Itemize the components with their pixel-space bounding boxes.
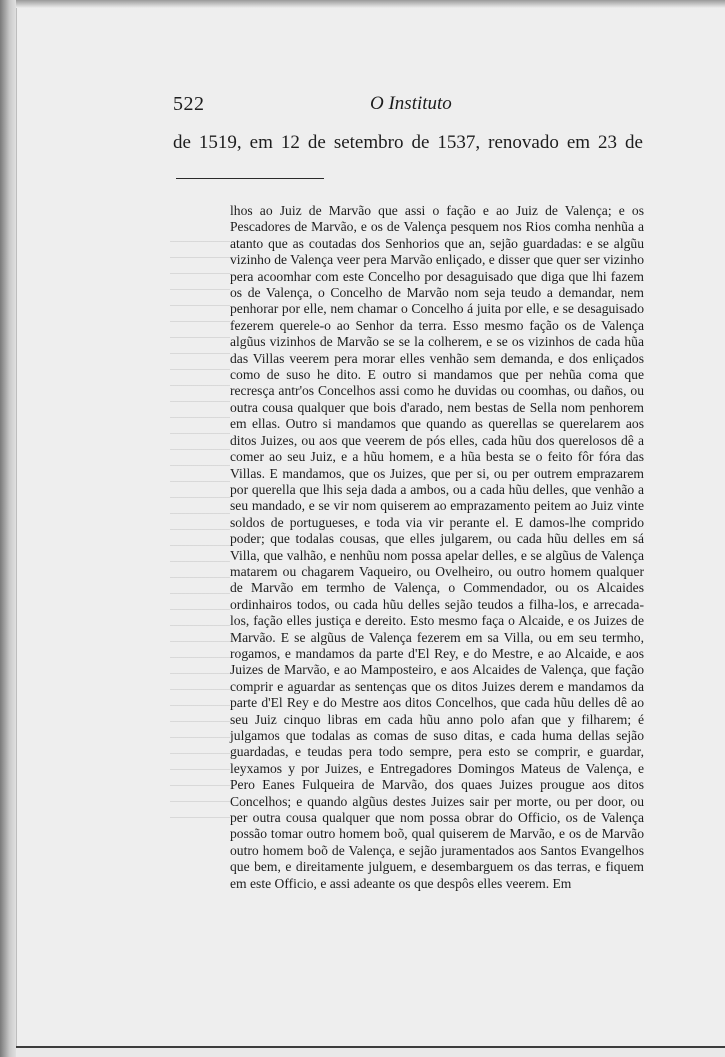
book-gutter (0, 0, 16, 1057)
page-number: 522 (173, 93, 205, 115)
page-top-edge (16, 0, 725, 8)
body-paragraph: lhos ao Juiz de Marvão que assi o fação e ao Juiz de Valença; e os Pescadores de Marvão, e os de Valença pesquem nos Rios comha nenhũa a atanto que as coutadas dos Senhorios que an, sejão guardadas: e se algũu vizinho de Valença veer pera Marvão enliçado, e disser que quer ser vizinho pera acoomhar com este Concelho por desaguisado que diga que lhi fazem os de Valença, o Concelho de Marvão nom seja teudo a demandar, nem penhorar por elle, nem chamar o Concelho á juita por elle, e se desaguisado fezerem querele-o ao Senhor da terra. Esso mesmo fação os de Valença algũus vizinhos de Marvão se se la colherem, e se os vizinhos de cada hũa das Villas veerem pera morar elles venhão sem demanda, e dos enliçados como de suso he dito. E outro si mandamos que per nehũa coma que recresça antr'os Concelhos assi como he duvidas ou coomhas, ou daños, ou outra cousa qualquer que bois d'arado, nem bestas de Sella nom penhorem em ellas. Outro si mandamos que quando as querellas se querelarem aos ditos Juizes, ou aos que veerem de pós elles, cada hũu dos querelosos dê a comer ao seu Juiz, e a hũu homem, e a hũa besta se o feito fôr fóra das Villas. E mandamos, que os Juizes, que per si, ou per outrem emprazarem por querella que lhis seja dada a ambos, ou a cada hũu delles, que venhão a seu mandado, e se vir nom quiserem ao emprazamento peitem ao Juiz vinte soldos de portugueses, e toda via vir perante el. E damos-lhe comprido poder; que todalas cousas, que elles julgarem, ou cada hũu delles em sá Villa, que valhão, e nenhũu nom possa apelar delles, e se algũus de Valença matarem ou chagarem Vaqueiro, ou Ovelheiro, ou outro homem qualquer de Marvão em termho de Valença, o Commendador, ou os Alcaides ordinhairos todos, ou cada hũu delles sejão teudos a filha-los, e arrecada-los, fação elles justiça e dereito. Esto mesmo faça o Alcaide, e os Juizes de Marvão. E se algũus de Valença fezerem em sa Villa, ou em seu termho, rogamos, e mandamos da parte d'El Rey, e do Mestre, e ao Alcaide, e aos Juizes de Marvão, e ao Mamposteiro, e aos Alcaides de Valença, que fação comprir e aguardar as sentenças que os ditos Juizes derem e mandamos da parte d'El Rey e do Mestre aos ditos Concelhos, que cada hũu delles dê ao seu Juiz cinquo libras em cada hũu anno polo afan que y filharem; é julgamos que todalas as comas de suso ditas, e cada huma dellas sejão guardadas, e teudas pera todo sempre, pera esto se comprir, e guardar, leyxamos y por Juizes, e Entregadores Domingos Mateus de Valença, e Pero Eanes Fulqueira de Marvão, dos quaes Juizes prougue aos ditos Concelhos; e quando algũus destes Juizes sair per morte, ou per door, ou per outra cousa qualquer que nom possa obrar do Officio, os de Valença possão tomar outro homem boõ, qual quiserem de Marvão, e os de Marvão outro homem boõ de Valença, e sejão juramentados aos Santos Evangelhos que bem, e direitamente julguem, e desembarguem os das terras, e fiquem em este Officio, e assi adeante os que despôs elles veerem. Em (230, 203, 644, 891)
footnote-separator (176, 178, 324, 179)
page-bottom-rule (16, 1046, 725, 1048)
running-head: O Instituto (370, 93, 452, 114)
show-through-bleed (170, 230, 230, 830)
continuation-line: de 1519, em 12 de setembro de 1537, renovado em 23 de (173, 132, 643, 153)
